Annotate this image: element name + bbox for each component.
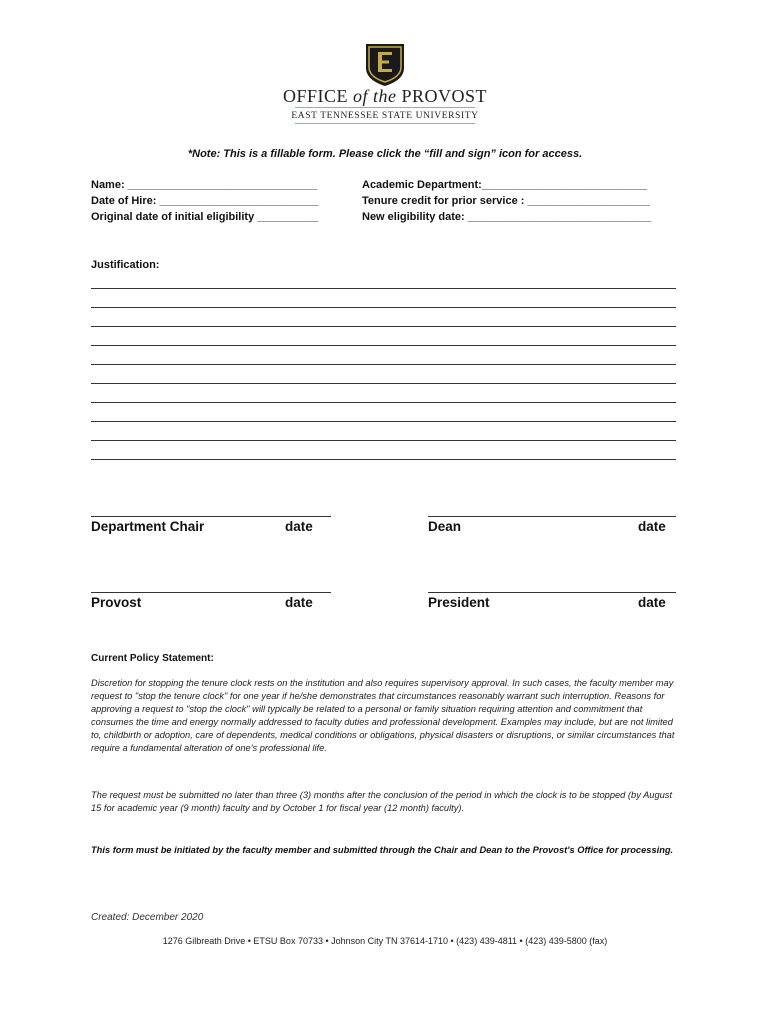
policy-submission-paragraph: This form must be initiated by the faculty member and submitted through the Chair and Dean to the Provost's Office for processing. [91, 845, 674, 855]
created-date: Created: December 2020 [91, 912, 204, 923]
justification-line[interactable] [91, 383, 676, 384]
justification-label: Justification: [91, 259, 160, 271]
provost-signature-line[interactable] [91, 592, 331, 593]
president-signature-line[interactable] [428, 592, 676, 593]
dean-signature-line[interactable] [428, 516, 676, 517]
justification-line[interactable] [91, 402, 676, 403]
justification-line[interactable] [91, 364, 676, 365]
justification-line[interactable] [91, 307, 676, 308]
original-eligibility-date-field[interactable]: Original date of initial eligibility __________ [91, 211, 319, 223]
address-footer: 1276 Gilbreath Drive • ETSU Box 70733 • Johnson City TN 37614-1710 • (423) 439-4811 • (423) 439-5800 (fax) [162, 936, 608, 946]
provost-date-label: date [285, 595, 313, 610]
office-of-the-provost-title: OFFICE of the PROVOST [282, 86, 488, 106]
name-field[interactable]: Name: _______________________________ [91, 179, 318, 191]
date-of-hire-field[interactable]: Date of Hire: __________________________ [91, 195, 319, 207]
department-chair-label: Department Chair [91, 519, 205, 534]
fillable-form-note: *Note: This is a fillable form. Please click the “fill and sign” icon for access. [187, 148, 583, 160]
header-gold-rule-bottom [295, 123, 475, 124]
president-label: President [428, 595, 490, 610]
new-eligibility-date-field[interactable]: New eligibility date: ______________________________ [362, 211, 652, 223]
etsu-shield-logo [364, 42, 406, 88]
justification-line[interactable] [91, 345, 676, 346]
tenure-credit-field[interactable]: Tenure credit for prior service : ____________________ [362, 195, 650, 207]
department-chair-signature-line[interactable] [91, 516, 331, 517]
policy-paragraph: Discretion for stopping the tenure clock rests on the institution and also requires supervisory approval. In such cases, the faculty member may request to "stop the tenure clock" for one year if he/she demonstrates that circumstances reasonably warrant such interruption. Reasons for approving a request to "stop the clock" will typically be related to a personal or family situation requiring attention and commitment that consumes the time and energy normally addressed to faculty duties and professional development. Examples may include, but are not limited to, childbirth or adoption, care of dependents, medical conditions or obligations, physical disasters or disruptions, or similar circumstances that require a fundamental alteration of one's professional life. [91, 678, 675, 753]
policy-heading: Current Policy Statement: [91, 653, 214, 664]
justification-line[interactable] [91, 459, 676, 460]
justification-line[interactable] [91, 421, 676, 422]
justification-line[interactable] [91, 288, 676, 289]
dean-label: Dean [428, 519, 462, 534]
justification-line[interactable] [91, 326, 676, 327]
university-name: EAST TENNESSEE STATE UNIVERSITY [291, 111, 479, 121]
policy-deadline-paragraph: The request must be submitted no later than three (3) months after the conclusion of the period in which the clock is to be stopped (by August 15 for academic year (9 month) faculty and by October 1 for fiscal year (12 month) faculty). [91, 790, 673, 813]
dean-date-label: date [638, 519, 666, 534]
department-chair-date-label: date [285, 519, 313, 534]
header-gold-rule [295, 107, 475, 108]
justification-line[interactable] [91, 440, 676, 441]
academic-department-field[interactable]: Academic Department:___________________________ [362, 179, 647, 191]
president-date-label: date [638, 595, 666, 610]
provost-label: Provost [91, 595, 142, 610]
